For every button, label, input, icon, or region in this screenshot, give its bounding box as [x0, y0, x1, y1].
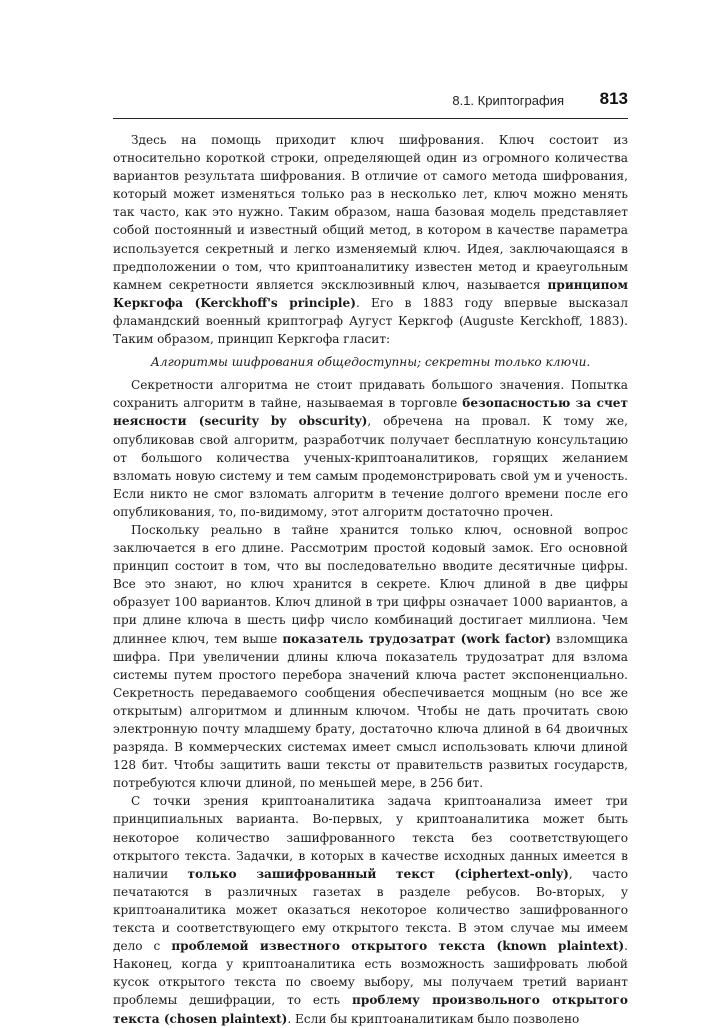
text-run: . Наконец, когда у криптоаналитика есть возможность зашифровать любой кусок открытого текста по своему выбору, мы получаем третий вариант проблемы дешифрации, то есть: [113, 939, 628, 1008]
main-text: [113, 131, 628, 1028]
page-number: 813: [599, 89, 628, 108]
principle-quote: Алгоритмы шифрования общедоступны; секретны только ключи.: [150, 355, 591, 370]
text-run: Здесь на помощь приходит ключ шифрования. Ключ состоит из относительно короткой строки, определяющей один из огромного количества вариантов результата шифрования. В отличие от самого метода шифрования, который может изменяться только раз в несколько лет, ключ можно менять так часто, как это нужно. Таким образом, наша базовая модель представляет собой постоянный и известный общий метод, в котором в качестве параметра используется секретный и легко изменяемый ключ. Идея, заключающаяся в предположении о том, что криптоаналитику известен метод и краеугольным камнем секретности является эксклюзивный ключ, называется: [113, 133, 628, 292]
paragraph-3: [113, 521, 628, 792]
term-ciphertext-only: только зашифрованный текст (ciphertext-only): [187, 866, 569, 881]
term-chosen-plaintext: проблему произвольного открытого текста (chosen plaintext): [113, 993, 628, 1026]
paragraph-4: [113, 792, 628, 1027]
text-run: . Его в 1883 году впервые высказал фламандский военный криптограф Аугуст Керкгоф (Auguste Kerckhoff, 1883). Таким образом, принцип Керкгофа гласит:: [113, 295, 628, 347]
term-work-factor: показатель трудозатрат (work factor): [282, 631, 552, 646]
term-known-plaintext: проблемой известного открытого текста (known plaintext): [171, 939, 625, 954]
paragraph-1: [113, 131, 628, 348]
text-run: , обречена на провал. К тому же, опубликовав свой алгоритм, разработчик получает бесплатную консультацию от большого количества ученых-криптоаналитиков, горящих желанием взломать новую систему и тем самым продемонстрировать свой ум и ученость. Если никто не смог взломать алгоритм в течение долгого времени после его опубликования, то, по-видимому, этот алгоритм достаточно прочен.: [113, 414, 628, 519]
term-kerckhoff-principle: принципом Керкгофа (Kerckhoff's principle): [113, 277, 628, 310]
paragraph-2: [113, 376, 628, 521]
text-run: , часто печатаются в различных газетах в разделе ребусов. Во-вторых, у криптоаналитика может оказаться некоторое количество зашифрованного текста и соответствующего ему открытого текста. В этом случае мы имеем дело с: [113, 866, 628, 954]
running-header: [113, 88, 628, 119]
chapter-section-title: 8.1. Криптография: [452, 93, 564, 108]
text-run: С точки зрения криптоаналитика задача криптоанализа имеет три принципиальных варианта. Во-первых, у криптоаналитика может быть некоторое количество зашифрованного текста без соответствующего открытого текста. Задачки, в которых в качестве исходных данных имеется в наличии: [113, 794, 628, 881]
term-security-by-obscurity: безопасностью за счет неясности (security by obscurity): [113, 396, 628, 429]
text-run: взломщика шифра. При увеличении длины ключа показатель трудозатрат для взлома системы путем простого перебора значений ключа растет экспоненциально. Секретность передаваемого сообщения обеспечивается мощным (но все же открытым) алгоритмом и длинным ключом. Чтобы не дать прочитать свою электронную почту младшему брату, достаточно ключа длиной в 64 двоичных разряда. В коммерческих системах имеет смысл использовать ключи длиной 128 бит. Чтобы защитить ваши тексты от правительств развитых государств, потребуются ключи длиной, по меньшей мере, в 256 бит.: [113, 631, 628, 791]
text-run: . Если бы криптоаналитикам было позволено: [287, 1011, 580, 1026]
text-run: Поскольку реально в тайне хранится только ключ, основной вопрос заключается в его длине. Рассмотрим простой кодовый замок. Его основной принцип состоит в том, что вы последовательно вводите десятичные цифры. Все это знают, но ключ хранится в секрете. Ключ длиной в две цифры образует 100 вариантов. Ключ длиной в три цифры означает 1000 вариантов, а при длине ключа в шесть цифр число комбинаций достигает миллиона. Чем длиннее ключ, тем выше: [113, 522, 628, 646]
text-run: Секретности алгоритма не стоит придавать большого значения. Попытка сохранить алгоритм в тайне, называемая в торговле: [113, 378, 628, 411]
